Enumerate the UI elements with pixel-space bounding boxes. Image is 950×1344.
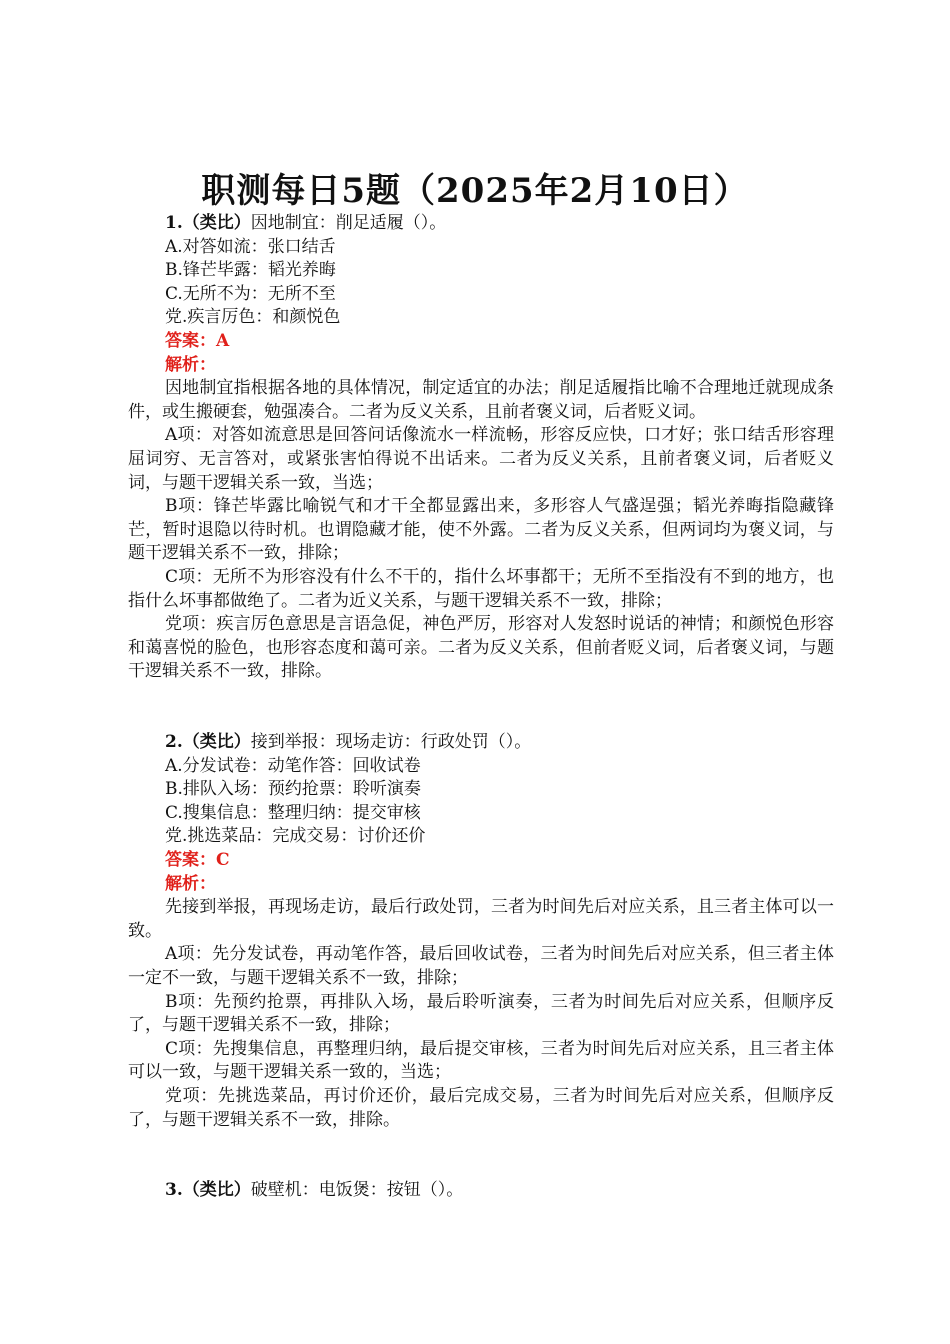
answer-label: 答案：C <box>165 850 230 871</box>
option-b: B.锋芒毕露：韬光养晦 <box>165 260 336 281</box>
question-2 <box>128 731 834 1132</box>
option-d: 党.挑选菜品：完成交易：讨价还价 <box>165 826 426 847</box>
question-3 <box>128 1179 834 1203</box>
page-title: 职测每日5题（2025年2月10日） <box>201 171 749 211</box>
question-stem <box>128 1179 834 1203</box>
analysis-paragraph: B项：先预约抢票，再排队入场，最后聆听演奏，三者为时间先后对应关系，但顺序反了，与题干逻辑关系不一致，排除； <box>128 991 834 1036</box>
analysis-paragraph: 党项：先挑选菜品，再讨价还价，最后完成交易，三者为时间先后对应关系，但顺序反了，与题干逻辑关系不一致，排除。 <box>128 1085 834 1130</box>
analysis-paragraph: B项：锋芒毕露比喻锐气和才干全都显露出来，多形容人气盛逞强；韬光养晦指隐藏锋芒，暂时退隐以待时机。也谓隐藏才能，使不外露。二者为反义关系，但两词均为褒义词，与题干逻辑关系不一致，排除； <box>128 496 834 564</box>
option-c: C.无所不为：无所不至 <box>165 283 336 304</box>
question-1 <box>128 212 834 684</box>
question-text: 接到举报：现场走访：行政处罚（）。 <box>250 732 532 753</box>
question-text: 破壁机：电饭煲：按钮（）。 <box>250 1180 464 1201</box>
option-a: A.分发试卷：动笔作答：回收试卷 <box>165 755 421 776</box>
question-text: 因地制宜：削足适履（）。 <box>250 213 447 233</box>
question-number: 3.（类比） <box>165 1180 251 1201</box>
option-b: B.排队入场：预约抢票：聆听演奏 <box>165 779 421 800</box>
spacer <box>128 1132 834 1156</box>
analysis-label: 解析： <box>165 873 216 894</box>
spacer <box>128 1156 834 1180</box>
question-stem <box>128 212 834 236</box>
question-number: 1.（类比） <box>165 213 251 233</box>
analysis-paragraph: A项：先分发试卷，再动笔作答，最后回收试卷，三者为时间先后对应关系，但三者主体一定不一致，与题干逻辑关系不一致，排除； <box>128 944 834 988</box>
analysis-paragraph: C项：无所不为形容没有什么不干的，指什么坏事都干；无所不至指没有不到的地方，也指什么坏事都做绝了。二者为近义关系，与题干逻辑关系不一致，排除； <box>128 566 834 611</box>
option-a: A.对答如流：张口结舌 <box>165 236 336 257</box>
analysis-paragraph: 因地制宜指根据各地的具体情况，制定适宜的办法；削足适履指比喻不合理地迁就现成条件，或生搬硬套，勉强凑合。二者为反义关系，且前者褒义词，后者贬义词。 <box>128 378 834 422</box>
question-number: 2.（类比） <box>165 732 251 753</box>
option-c: C.搜集信息：整理归纳：提交审核 <box>165 802 421 823</box>
analysis-paragraph: C项：先搜集信息，再整理归纳，最后提交审核，三者为时间先后对应关系，且三者主体可以一致，与题干逻辑关系一致的，当选； <box>128 1038 834 1083</box>
answer-label: 答案：A <box>165 330 230 351</box>
analysis-paragraph: A项：对答如流意思是回答问话像流水一样流畅，形容反应快，口才好；张口结舌形容理屈词穷、无言答对，或紧张害怕得说不出话来。二者为反义关系，且前者褒义词，后者贬义词，与题干逻辑关系一致，当选； <box>128 425 834 493</box>
spacer <box>128 684 834 708</box>
question-stem <box>128 731 834 755</box>
analysis-label: 解析： <box>165 354 216 375</box>
document-body <box>128 212 834 1203</box>
option-d: 党.疾言厉色：和颜悦色 <box>165 307 341 328</box>
analysis-paragraph: 先接到举报，再现场走访，最后行政处罚，三者为时间先后对应关系，且三者主体可以一致。 <box>128 897 834 941</box>
spacer <box>128 707 834 731</box>
analysis-paragraph: 党项：疾言厉色意思是言语急促，神色严厉，形容对人发怒时说话的神情；和颜悦色形容和蔼喜悦的脸色，也形容态度和蔼可亲。二者为反义关系，但前者贬义词，后者褒义词，与题干逻辑关系不一致，排除。 <box>128 614 834 682</box>
